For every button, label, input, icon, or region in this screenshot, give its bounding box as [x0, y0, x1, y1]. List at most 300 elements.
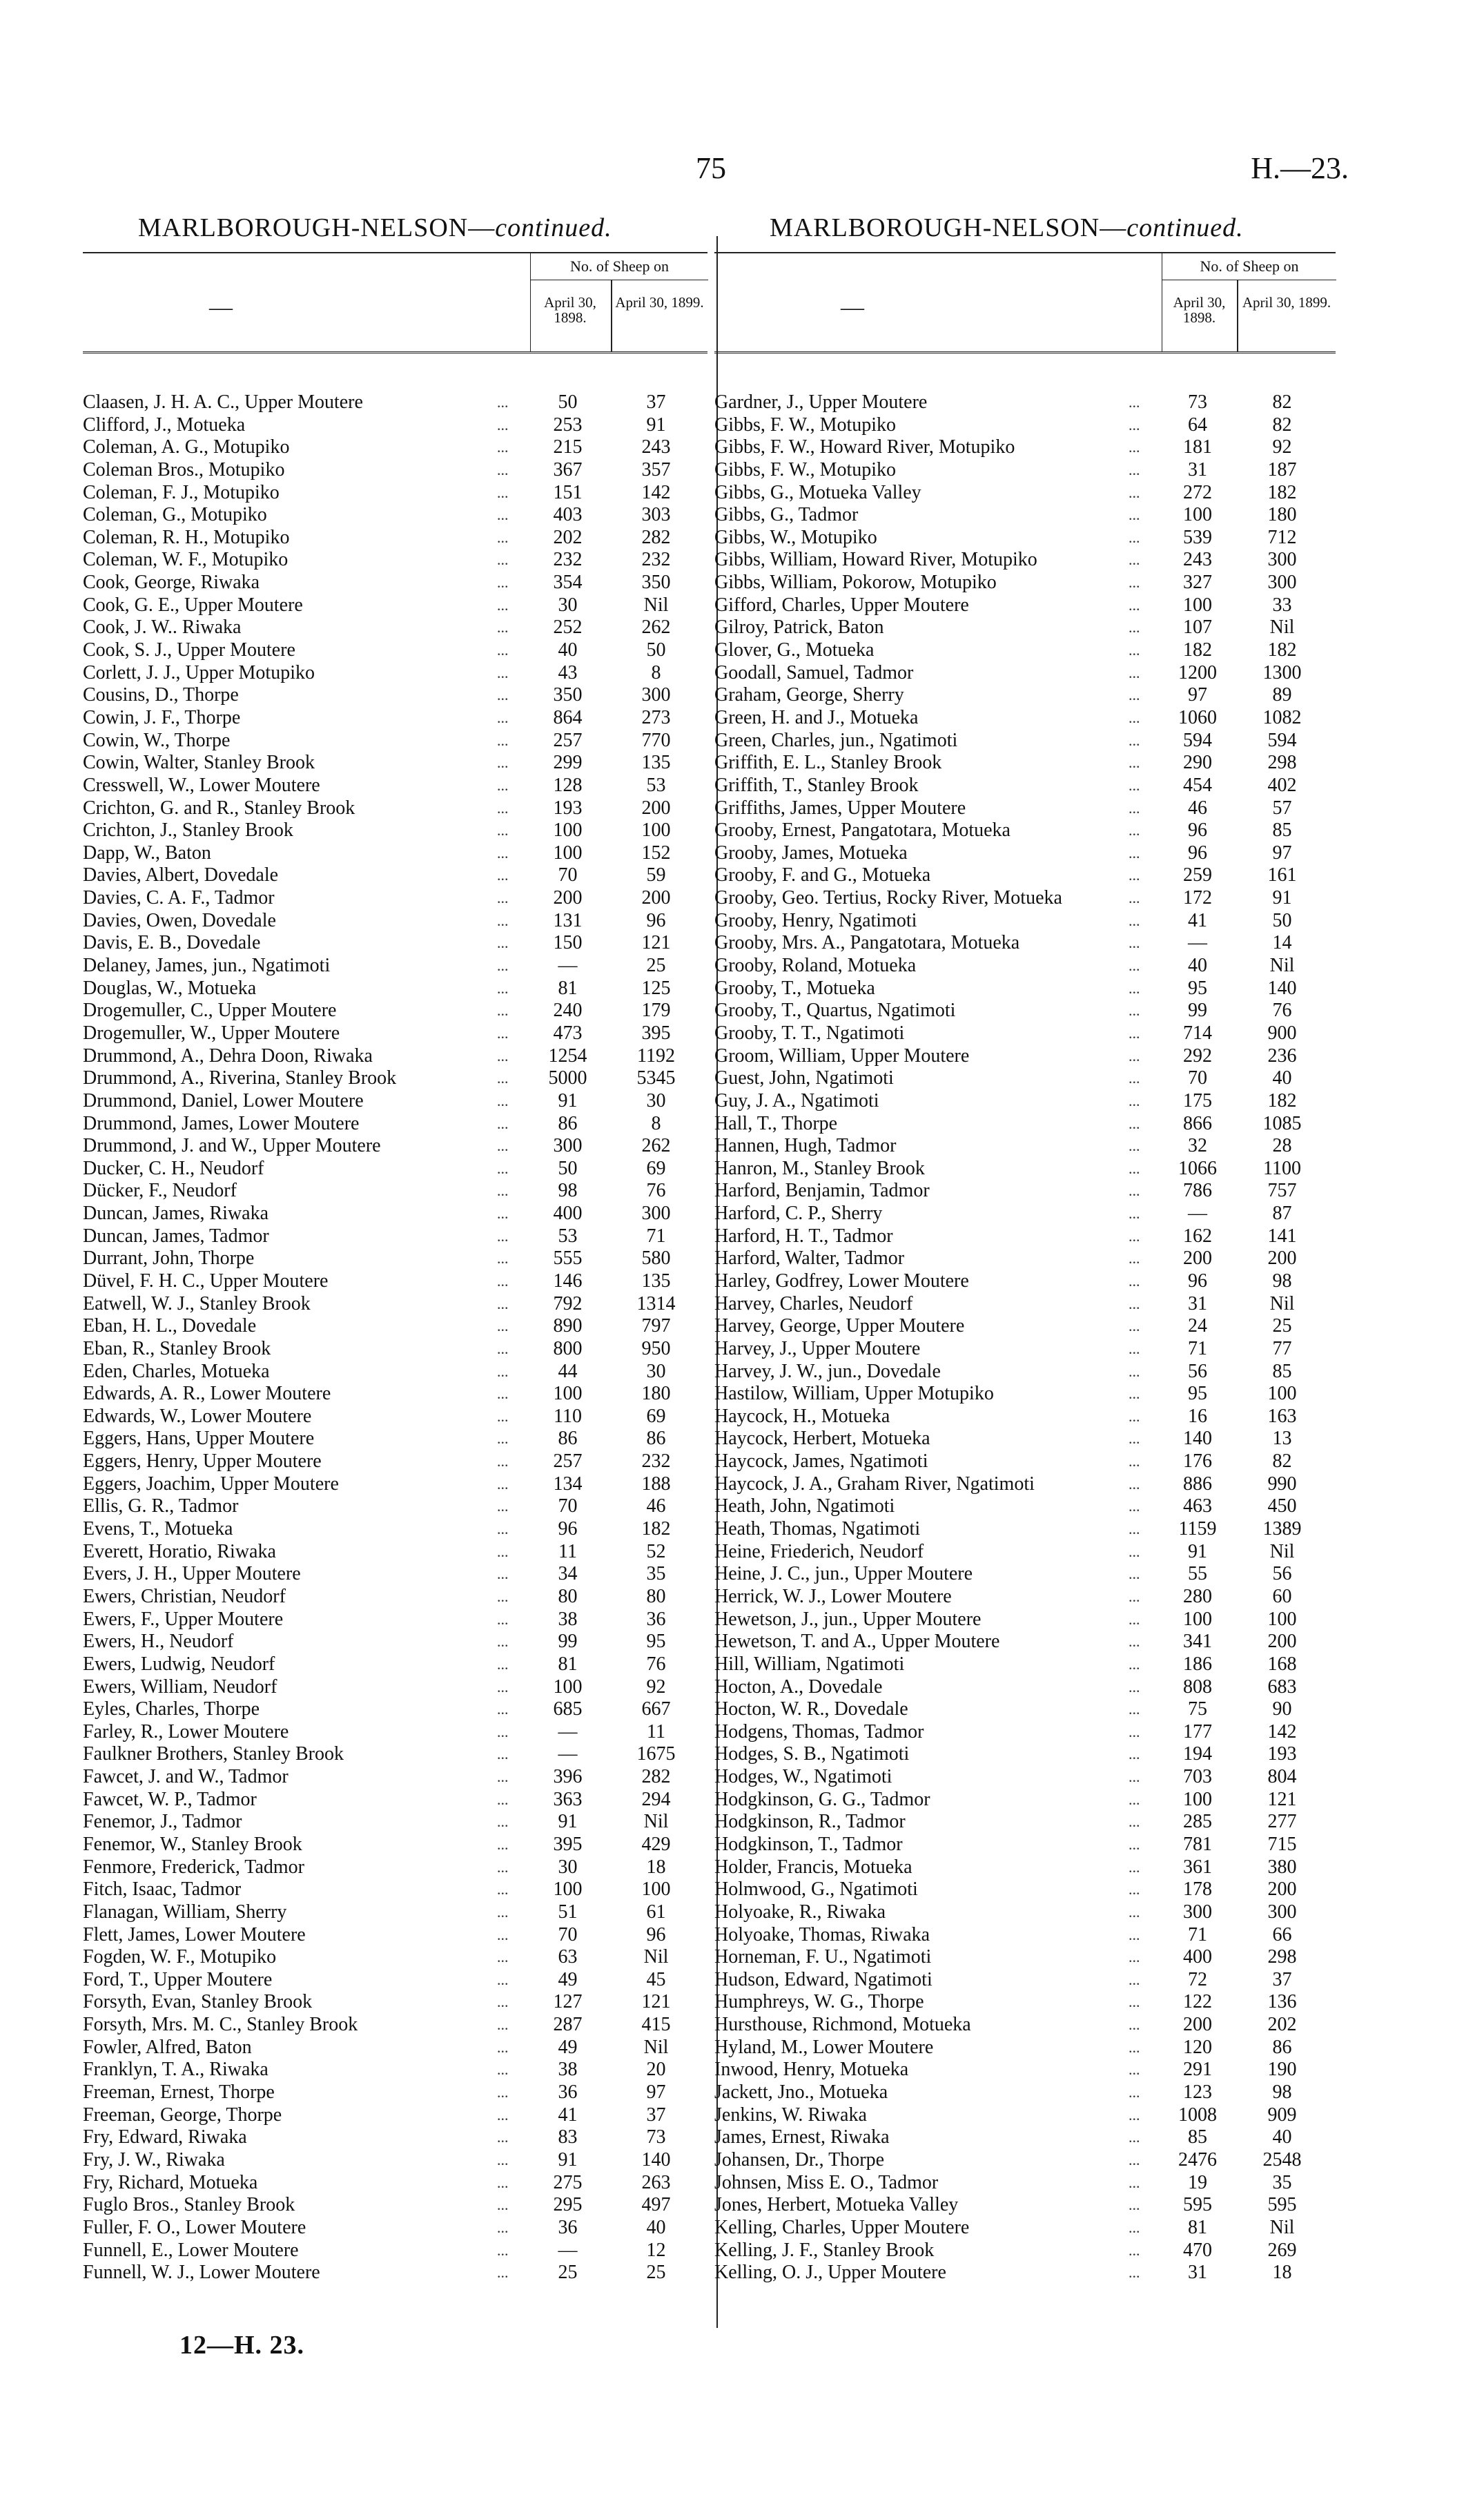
owner-name: Heine, J. C., jun., Upper Moutere: [714, 1563, 973, 1585]
leader-dots: ...: [1129, 1970, 1140, 1988]
owner-name: Duncan, James, Riwaka: [83, 1203, 269, 1225]
owner-name: Ducker, C. H., Neudorf: [83, 1157, 264, 1179]
sheep-1899: Nil: [643, 1946, 669, 1968]
table-row: [714, 1676, 1336, 1699]
leader-dots: ...: [497, 1182, 509, 1200]
sheep-1898: 41: [558, 2104, 578, 2126]
sheep-1899: 121: [1267, 1788, 1297, 1810]
owner-name: Hursthouse, Richmond, Motueka: [714, 2014, 971, 2036]
owner-name: Crichton, G. and R., Stanley Brook: [83, 797, 355, 819]
owner-name: Fuglo Bros., Stanley Brook: [83, 2194, 295, 2216]
owner-name: Grooby, T. T., Ngatimoti: [714, 1022, 905, 1044]
owner-name: Cousins, D., Thorpe: [83, 684, 239, 706]
table-row: [714, 842, 1336, 865]
table-row: [714, 1789, 1336, 1812]
sheep-1899: 142: [641, 481, 671, 503]
leader-dots: ...: [497, 1655, 509, 1673]
sheep-1899: 69: [646, 1405, 666, 1427]
owner-name: Hastilow, William, Upper Motupiko: [714, 1383, 994, 1405]
sheep-1899: 28: [1272, 1135, 1292, 1157]
owner-name: Douglas, W., Motueka: [83, 977, 257, 999]
table-row: [83, 2240, 707, 2262]
owner-name: Hocton, A., Dovedale: [714, 1676, 883, 1698]
table-row: [83, 864, 707, 887]
table-row: [714, 1158, 1336, 1181]
table-row: [714, 639, 1336, 662]
sheep-1899: 92: [646, 1676, 666, 1698]
sheep-1898: 181: [1183, 436, 1212, 458]
sheep-1898: 49: [558, 1968, 578, 1990]
sheep-1898: 25: [558, 2262, 578, 2284]
sheep-1899: 86: [1272, 2036, 1292, 2058]
leader-dots: ...: [1129, 1091, 1140, 1109]
owner-name: Cowin, Walter, Stanley Brook: [83, 752, 315, 774]
owner-name: Groom, William, Upper Moutere: [714, 1045, 970, 1067]
sheep-1899: 91: [1272, 887, 1292, 909]
sheep-1898: 215: [553, 436, 583, 458]
owner-name: Guest, John, Ngatimoti: [714, 1067, 894, 1089]
sheep-1899: 1082: [1262, 706, 1302, 728]
leader-dots: ...: [497, 2241, 509, 2259]
table-row: [83, 1946, 707, 1969]
sheep-1898: —: [1188, 932, 1207, 954]
owner-name: Fowler, Alfred, Baton: [83, 2036, 252, 2058]
table-row: [714, 1473, 1336, 1496]
right-heading: MARLBOROUGH-NELSON—continued.: [770, 213, 1244, 242]
owner-name: Fry, J. W., Riwaka: [83, 2148, 225, 2171]
table-row: [714, 2149, 1336, 2172]
owner-name: Hanron, M., Stanley Brook: [714, 1157, 925, 1179]
sheep-1898: 31: [1188, 1292, 1207, 1314]
sheep-1898: 38: [558, 2059, 578, 2081]
sheep-1898: 31: [1188, 2262, 1207, 2284]
sheep-1898: 272: [1183, 481, 1212, 503]
owner-name: Fenemor, J., Tadmor: [83, 1811, 242, 1833]
sheep-1898: 131: [553, 909, 583, 931]
sheep-1899: 46: [646, 1495, 666, 1517]
sheep-1898: 275: [553, 2171, 583, 2193]
sheep-1899: 90: [1272, 1698, 1292, 1720]
sheep-1898: 63: [558, 1946, 578, 1968]
sheep-1899: 52: [646, 1540, 666, 1562]
owner-name: Harford, C. P., Sherry: [714, 1203, 883, 1225]
sheep-1898: 72: [1188, 1968, 1207, 1990]
table-row: [714, 482, 1336, 505]
leader-dots: ...: [1129, 1858, 1140, 1876]
leader-dots: ...: [1129, 776, 1140, 794]
sheep-1898: 202: [553, 526, 583, 548]
leader-dots: ...: [497, 1700, 509, 1718]
owner-name: Coleman, R. H., Motupiko: [83, 526, 290, 548]
sheep-1898: 594: [1183, 729, 1212, 751]
owner-name: Humphreys, W. G., Thorpe: [714, 1991, 924, 2013]
table-row: [83, 730, 707, 753]
table-row: [83, 1361, 707, 1384]
sheep-1899: 40: [1272, 2126, 1292, 2148]
owner-name: Harley, Godfrey, Lower Moutere: [714, 1270, 969, 1292]
owner-name: Fenmore, Frederick, Tadmor: [83, 1856, 304, 1878]
owner-name: Forsyth, Evan, Stanley Brook: [83, 1991, 313, 2013]
sheep-1898: 685: [553, 1698, 583, 1720]
leader-dots: ...: [497, 731, 509, 749]
leader-dots: ...: [1129, 1137, 1140, 1155]
leader-dots: ...: [1129, 394, 1140, 411]
sheep-1899: 202: [1267, 2014, 1297, 2036]
sheep-1898: 172: [1183, 887, 1212, 909]
sheep-1898: 30: [558, 1856, 578, 1878]
sheep-1899: 50: [1272, 909, 1292, 931]
leader-dots: ...: [497, 1633, 509, 1651]
sheep-1898: 75: [1188, 1698, 1207, 1720]
owner-name: Coleman, G., Motupiko: [83, 504, 267, 526]
leader-dots: ...: [1129, 844, 1140, 862]
sheep-1898: 55: [1188, 1563, 1207, 1585]
leader-dots: ...: [1129, 911, 1140, 929]
table-row: [714, 978, 1336, 1000]
owner-name: Drummond, A., Dehra Doon, Riwaka: [83, 1045, 373, 1067]
leader-dots: ...: [1129, 2038, 1140, 2056]
table-row: [83, 1113, 707, 1136]
table-row: [83, 1541, 707, 1564]
leader-dots: ...: [1129, 2218, 1140, 2236]
sheep-1899: 98: [1272, 2081, 1292, 2104]
sheep-1898: 16: [1188, 1405, 1207, 1427]
table-row: [714, 1383, 1336, 1406]
table-row: [83, 572, 707, 594]
sheep-1898: 34: [558, 1563, 578, 1585]
owner-name: Hodges, W., Ngatimoti: [714, 1766, 892, 1788]
leader-dots: ...: [497, 1745, 509, 1763]
sheep-1899: 82: [1272, 414, 1292, 436]
sheep-1899: 30: [646, 1360, 666, 1382]
sheep-1899: 136: [1267, 1991, 1297, 2013]
table-row: [83, 1924, 707, 1947]
leader-dots: ...: [1129, 2016, 1140, 2034]
owner-name: Harvey, George, Upper Moutere: [714, 1315, 965, 1337]
leader-dots: ...: [497, 1091, 509, 1109]
sheep-1898: 361: [1183, 1856, 1212, 1878]
table-row: [714, 1022, 1336, 1045]
table-row: [83, 1135, 707, 1158]
sheep-1898: 100: [1183, 1608, 1212, 1630]
header-group-title: No. of Sheep on: [531, 253, 708, 280]
leader-dots: ...: [1129, 1700, 1140, 1718]
owner-name: Grooby, T., Quartus, Ngatimoti: [714, 1000, 956, 1022]
table-row: [83, 1090, 707, 1113]
table-row: [83, 436, 707, 459]
leader-dots: ...: [497, 1002, 509, 1020]
leader-dots: ...: [1129, 1385, 1140, 1403]
sheep-1899: 18: [1272, 2262, 1292, 2284]
sheep-1898: 81: [558, 977, 578, 999]
sheep-1898: 40: [1188, 955, 1207, 977]
leader-dots: ...: [1129, 1002, 1140, 1020]
sheep-1899: 71: [646, 1225, 666, 1247]
leader-dots: ...: [1129, 1294, 1140, 1312]
sheep-1898: 786: [1183, 1180, 1212, 1202]
sheep-1899: 182: [1267, 481, 1297, 503]
sheep-1899: 1314: [636, 1292, 676, 1314]
leader-dots: ...: [1129, 1339, 1140, 1357]
owner-name: Freeman, Ernest, Thorpe: [83, 2081, 275, 2104]
sheep-1899: 97: [1272, 842, 1292, 864]
sheep-1899: 179: [641, 1000, 671, 1022]
sheep-1899: 757: [1267, 1180, 1297, 1202]
sheep-1898: 400: [553, 1203, 583, 1225]
table-row: [83, 2194, 707, 2217]
leader-dots: ...: [1129, 1813, 1140, 1831]
leader-dots: ...: [497, 754, 509, 772]
sheep-1899: Nil: [1269, 2216, 1295, 2238]
owner-name: Edwards, A. R., Lower Moutere: [83, 1383, 331, 1405]
sheep-1898: 232: [553, 549, 583, 571]
owner-name: Grooby, Geo. Tertius, Rocky River, Motueka: [714, 887, 1062, 909]
table-row: [714, 910, 1336, 933]
sheep-1899: 380: [1267, 1856, 1297, 1878]
sheep-1899: 200: [1267, 1248, 1297, 1270]
sheep-1899: 303: [641, 504, 671, 526]
sheep-1899: 770: [641, 729, 671, 751]
table-row: [83, 2059, 707, 2081]
leader-dots: ...: [497, 1227, 509, 1245]
leader-dots: ...: [497, 641, 509, 659]
leader-dots: ...: [497, 2038, 509, 2056]
owner-name: Gibbs, F. W., Motupiko: [714, 414, 897, 436]
leader-dots: ...: [1129, 483, 1140, 501]
sheep-1898: 354: [553, 572, 583, 594]
sheep-1899: 141: [1267, 1225, 1297, 1247]
sheep-1899: 125: [641, 977, 671, 999]
sheep-1899: 273: [641, 706, 671, 728]
leader-dots: ...: [497, 1678, 509, 1696]
sheep-1898: 11: [558, 1540, 577, 1562]
sheep-1899: 282: [641, 1766, 671, 1788]
table-row: [83, 549, 707, 572]
leader-dots: ...: [1129, 1407, 1140, 1425]
owner-name: Dapp, W., Baton: [83, 842, 211, 864]
sheep-1899: 950: [641, 1337, 671, 1359]
sheep-1898: 200: [1183, 1248, 1212, 1270]
leader-dots: ...: [1129, 574, 1140, 592]
owner-name: Green, Charles, jun., Ngatimoti: [714, 729, 958, 751]
sheep-1899: 594: [1267, 729, 1297, 751]
sheep-1898: 100: [1183, 594, 1212, 616]
leader-dots: ...: [1129, 1182, 1140, 1200]
table-row: [83, 1676, 707, 1699]
leader-dots: ...: [1129, 2173, 1140, 2191]
sheep-1899: 263: [641, 2171, 671, 2193]
leader-dots: ...: [497, 2016, 509, 2034]
table-row: [83, 1586, 707, 1609]
sheep-1899: 8: [651, 1112, 661, 1134]
leader-dots: ...: [1129, 1925, 1140, 1943]
table-row: [714, 504, 1336, 527]
owner-name: Heine, Friederich, Neudorf: [714, 1540, 924, 1562]
sheep-1898: 99: [558, 1631, 578, 1653]
sheep-1898: 243: [1183, 549, 1212, 571]
leader-dots: ...: [497, 1385, 509, 1403]
leader-dots: ...: [1129, 1069, 1140, 1087]
sheep-1899: Nil: [643, 594, 669, 616]
table-row: [83, 2104, 707, 2127]
sheep-1898: 46: [1188, 797, 1207, 819]
leader-dots: ...: [497, 1813, 509, 1831]
owner-name: Corlett, J. J., Upper Motupiko: [83, 661, 315, 683]
table-row: [714, 1113, 1336, 1136]
leader-dots: ...: [1129, 2264, 1140, 2282]
table-row: [83, 2217, 707, 2240]
leader-dots: ...: [497, 708, 509, 726]
sheep-1898: 175: [1183, 1089, 1212, 1111]
table-row: [714, 1135, 1336, 1158]
leader-dots: ...: [1129, 551, 1140, 569]
sheep-1898: 70: [1188, 1067, 1207, 1089]
sheep-1898: 73: [1188, 391, 1207, 413]
table-row: [714, 819, 1336, 842]
leader-dots: ...: [497, 1858, 509, 1876]
sheep-1899: 56: [1272, 1563, 1292, 1585]
leader-dots: ...: [497, 528, 509, 546]
table-row: [714, 1834, 1336, 1856]
table-row: [83, 1991, 707, 2014]
table-row: [714, 707, 1336, 730]
leader-dots: ...: [497, 1836, 509, 1853]
sheep-1899: 66: [1272, 1923, 1292, 1945]
sheep-1898: 95: [1188, 977, 1207, 999]
leader-dots: ...: [497, 1610, 509, 1628]
table-row: [714, 572, 1336, 594]
sheep-1898: 800: [553, 1337, 583, 1359]
sheep-1898: 1008: [1178, 2104, 1217, 2126]
leader-dots: ...: [497, 1722, 509, 1740]
sheep-1898: 56: [1188, 1360, 1207, 1382]
sheep-1898: 100: [1183, 504, 1212, 526]
leader-dots: ...: [497, 460, 509, 478]
table-row: [83, 819, 707, 842]
sheep-1898: 367: [553, 458, 583, 480]
table-row: [714, 617, 1336, 639]
sheep-1899: 350: [641, 572, 671, 594]
table-row: [83, 1834, 707, 1856]
leader-dots: ...: [497, 1925, 509, 1943]
owner-name: Ewers, F., Upper Moutere: [83, 1608, 284, 1630]
owner-name: Edwards, W., Lower Moutere: [83, 1405, 312, 1427]
sheep-1899: 89: [1272, 684, 1292, 706]
sheep-1899: 300: [1267, 1901, 1297, 1923]
table-row: [714, 1338, 1336, 1361]
table-row: [714, 2104, 1336, 2127]
leader-dots: ...: [1129, 1272, 1140, 1290]
sheep-1899: 187: [1267, 458, 1297, 480]
owner-name: Holyoake, R., Riwaka: [714, 1901, 886, 1923]
sheep-1898: 140: [1183, 1428, 1212, 1450]
leader-dots: ...: [497, 2151, 509, 2168]
table-row: [83, 707, 707, 730]
sheep-1899: 595: [1267, 2194, 1297, 2216]
leader-dots: ...: [497, 1069, 509, 1087]
owner-name: Harvey, J. W., jun., Dovedale: [714, 1360, 941, 1382]
header-col-1899: April 30, 1899.: [1242, 294, 1331, 311]
table-row: [83, 1653, 707, 1676]
sheep-1899: 193: [1267, 1743, 1297, 1765]
table-row: [83, 1406, 707, 1428]
sheep-1899: 712: [1267, 526, 1297, 548]
sheep-1898: 120: [1183, 2036, 1212, 2058]
sheep-1899: Nil: [643, 2036, 669, 2058]
sheep-1898: 240: [553, 1000, 583, 1022]
owner-name: Drummond, James, Lower Moutere: [83, 1112, 360, 1134]
owner-name: Inwood, Henry, Motueka: [714, 2059, 909, 2081]
table-row: [714, 1067, 1336, 1090]
sheep-1899: 200: [641, 887, 671, 909]
sheep-1898: 128: [553, 774, 583, 796]
owner-name: Eden, Charles, Motueka: [83, 1360, 270, 1382]
owner-name: Horneman, F. U., Ngatimoti: [714, 1946, 932, 1968]
leader-dots: ...: [1129, 1745, 1140, 1763]
sheep-1898: 96: [1188, 819, 1207, 842]
right-column: [714, 252, 1336, 2284]
leader-dots: ...: [497, 1587, 509, 1605]
sheep-1898: —: [558, 1720, 578, 1742]
owner-name: Ewers, H., Neudorf: [83, 1631, 234, 1653]
leader-dots: ...: [1129, 1227, 1140, 1245]
sheep-1899: 85: [1272, 819, 1292, 842]
leader-dots: ...: [497, 934, 509, 952]
sheep-1899: 2548: [1262, 2148, 1302, 2171]
sheep-1899: 30: [646, 1089, 666, 1111]
leader-dots: ...: [1129, 460, 1140, 478]
sheep-1899: 1300: [1262, 661, 1302, 683]
table-row: [83, 932, 707, 955]
sheep-1898: 41: [1188, 909, 1207, 931]
sheep-1898: 32: [1188, 1135, 1207, 1157]
sheep-1899: 50: [646, 639, 666, 661]
leader-dots: ...: [497, 1024, 509, 1042]
table-row: [714, 955, 1336, 978]
sheep-1898: —: [558, 1743, 578, 1765]
table-row: [714, 1586, 1336, 1609]
sheep-1898: 86: [558, 1428, 578, 1450]
table-row: [83, 459, 707, 482]
owner-name: Fry, Richard, Motueka: [83, 2171, 258, 2193]
table-row: [714, 594, 1336, 617]
table-row: [83, 797, 707, 820]
sheep-1898: 341: [1183, 1631, 1212, 1653]
sheep-1898: 30: [558, 594, 578, 616]
table-row: [83, 1856, 707, 1879]
leader-dots: ...: [1129, 1362, 1140, 1380]
sheep-1899: 797: [641, 1315, 671, 1337]
table-row: [83, 684, 707, 707]
owner-name: Franklyn, T. A., Riwaka: [83, 2059, 269, 2081]
sheep-1899: 900: [1267, 1022, 1297, 1044]
leader-dots: ...: [497, 889, 509, 907]
table-row: [83, 1631, 707, 1653]
leader-dots: ...: [1129, 1768, 1140, 1786]
owner-name: Kelling, J. F., Stanley Brook: [714, 2239, 935, 2261]
owner-name: Durrant, John, Thorpe: [83, 1248, 255, 1270]
table-row: [83, 1293, 707, 1316]
owner-name: Harford, Walter, Tadmor: [714, 1248, 905, 1270]
sheep-1898: 403: [553, 504, 583, 526]
owner-name: Heath, John, Ngatimoti: [714, 1495, 895, 1517]
owner-name: Gibbs, William, Pokorow, Motupiko: [714, 572, 997, 594]
owner-name: Heath, Thomas, Ngatimoti: [714, 1518, 921, 1540]
sheep-1899: 76: [1272, 1000, 1292, 1022]
table-row: [714, 1901, 1336, 1924]
sheep-1899: 180: [1267, 504, 1297, 526]
table-row: [83, 1045, 707, 1068]
